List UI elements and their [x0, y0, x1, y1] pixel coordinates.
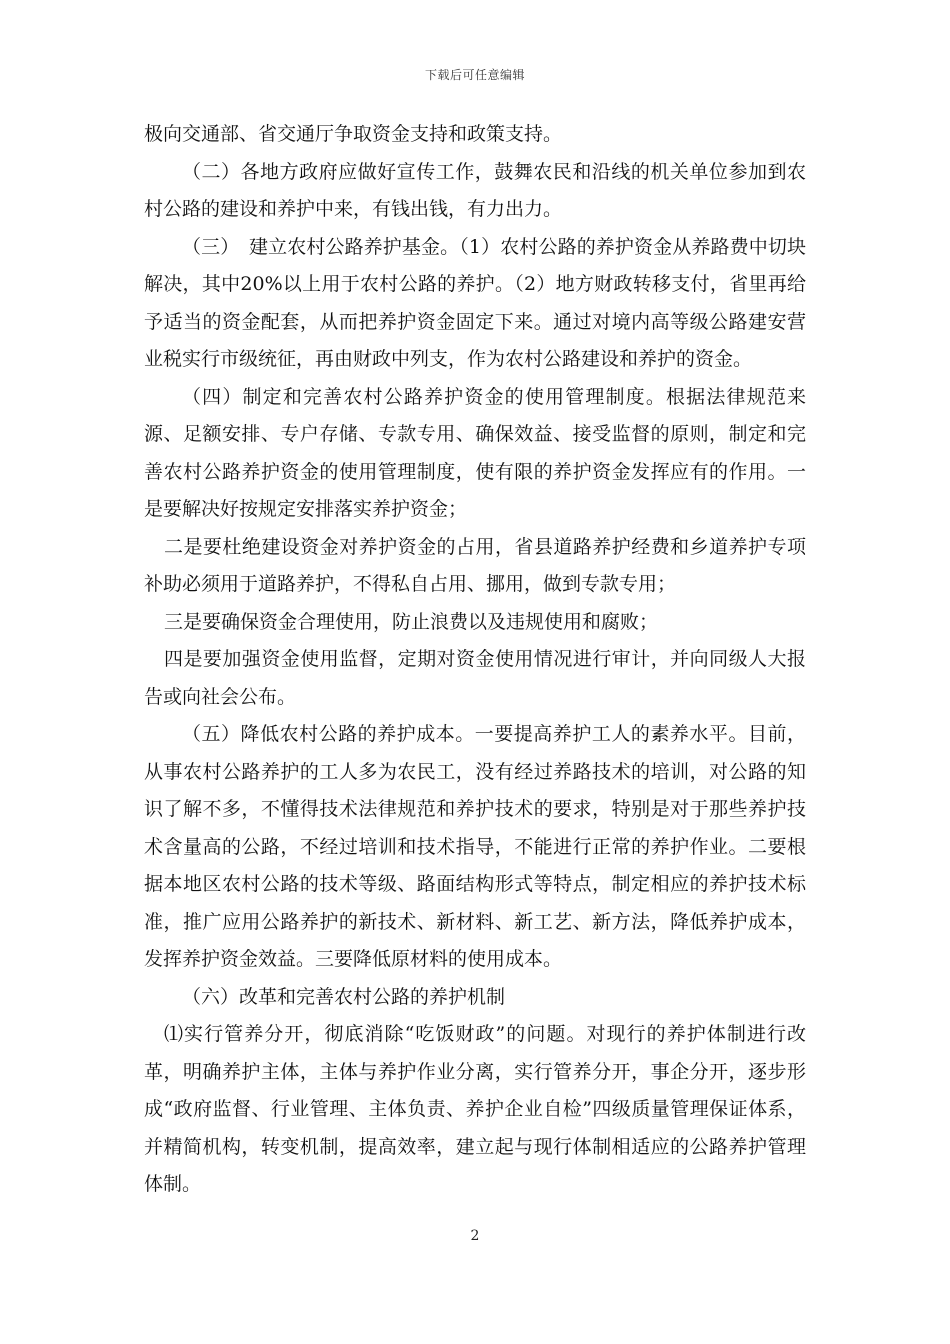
page-header: 下载后可任意编辑: [424, 68, 525, 82]
paragraph-section-4: （四）制定和完善农村公路养护资金的使用管理制度。根据法律规范来源、足额安排、专户存储、专款专用、确保效益、接受监督的原则，制定和完善农村公路养护资金的使用管理制度，使有限的养护资金发挥应有的作用。一是要解决好按规定安排落实养护资金；: [144, 385, 806, 520]
paragraph-section-3: （三） 建立农村公路养护基金。（1）农村公路的养护资金从养路费中切块解决，其中20%以上用于农村公路的养护。（2）地方财政转移支付，省里再给予适当的资金配套，从而把养护资金固定下来。通过对境内高等级公路建安营业税实行市级统征，再由财政中列支，作为农村公路建设和养护的资金。: [144, 235, 806, 370]
paragraph-section-6-item-1: ⑴实行管养分开，彻底消除“吃饭财政”的问题。对现行的养护体制进行改革，明确养护主体，主体与养护作业分离，实行管养分开，事企分开，逐步形成“政府监督、行业管理、主体负责、养护企业自检”四级质量管理保证体系，并精简机构，转变机制，提高效率，建立起与现行体制相适应的公路养护管理体制。: [144, 1023, 806, 1195]
paragraph-point-2: 二是要杜绝建设资金对养护资金的占用，省县道路养护经费和乡道养护专项补助必须用于道路养护，不得私自占用、挪用，做到专款专用；: [144, 535, 806, 595]
document-body: [144, 116, 806, 1204]
paragraph-point-4: 四是要加强资金使用监督，定期对资金使用情况进行审计，并向同级人大报告或向社会公布。: [144, 648, 806, 708]
paragraph-section-5: （五）降低农村公路的养护成本。一要提高养护工人的素养水平。目前，从事农村公路养护的工人多为农民工，没有经过养路技术的培训，对公路的知识了解不多，不懂得技术法律规范和养护技术的要求，特别是对于那些养护技术含量高的公路，不经过培训和技术指导，不能进行正常的养护作业。二要根据本地区农村公路的技术等级、路面结构形式等特点，制定相应的养护技术标准，推广应用公路养护的新技术、新材料、新工艺、新方法，降低养护成本，发挥养护资金效益。三要降低原材料的使用成本。: [144, 723, 806, 970]
paragraph-point-3: 三是要确保资金合理使用，防止浪费以及违规使用和腐败；: [164, 610, 659, 633]
paragraph-section-2: （二）各地方政府应做好宣传工作，鼓舞农民和沿线的机关单位参加到农村公路的建设和养护中来，有钱出钱，有力出力。: [144, 160, 806, 220]
paragraph-continuation: 极向交通部、省交通厅争取资金支持和政策支持。: [144, 123, 563, 145]
page-number: 2: [470, 1228, 480, 1244]
paragraph-section-6-heading: （六）改革和完善农村公路的养护机制: [182, 985, 506, 1008]
